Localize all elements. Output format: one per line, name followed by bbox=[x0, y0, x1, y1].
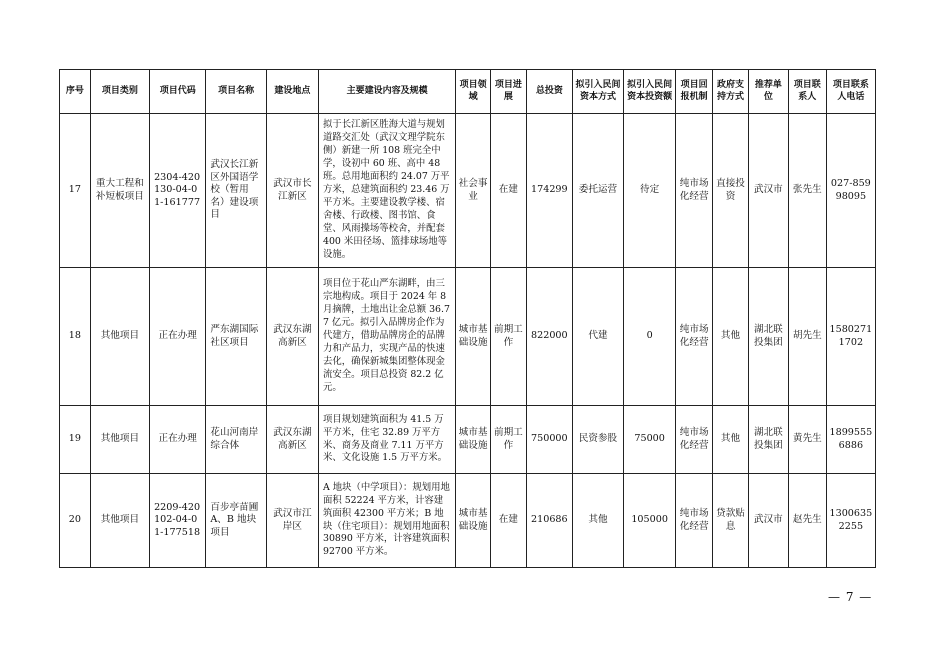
cell-seq: 20 bbox=[60, 474, 91, 568]
cell-return: 纯市场化经营 bbox=[676, 114, 713, 268]
header-policy: 政府支持方式 bbox=[713, 70, 749, 114]
cell-contact: 张先生 bbox=[788, 114, 826, 268]
cell-total: 210686 bbox=[526, 474, 572, 568]
header-unit: 推荐单位 bbox=[748, 70, 788, 114]
cell-contact: 黄先生 bbox=[788, 406, 826, 474]
cell-policy: 其他 bbox=[713, 406, 749, 474]
cell-progress: 在建 bbox=[490, 114, 526, 268]
cell-category: 其他项目 bbox=[90, 474, 149, 568]
header-return: 项目回报机制 bbox=[676, 70, 713, 114]
cell-amount: 待定 bbox=[624, 114, 676, 268]
cell-mode: 委托运营 bbox=[572, 114, 623, 268]
table-row bbox=[60, 114, 876, 268]
header-contact: 项目联系人 bbox=[788, 70, 826, 114]
cell-progress: 在建 bbox=[490, 474, 526, 568]
cell-location: 武汉市长江新区 bbox=[266, 114, 318, 268]
table-row bbox=[60, 474, 876, 568]
cell-contact: 胡先生 bbox=[788, 268, 826, 406]
cell-content: 拟于长江新区胜海大道与规划道路交汇处（武汉文理学院东侧）新建一所 108 班完全中学，设初中 60 班、高中 48 班。总用地面积约 24.07 万平方米，总建筑面积约 23.46 万平方米。主要建设教学楼、宿舍楼、行政楼、图书馆、食堂、风雨操场等校舍，并配套 400 米田径场、篮排球场地等设施。 bbox=[318, 114, 455, 268]
cell-category: 其他项目 bbox=[90, 268, 149, 406]
cell-total: 822000 bbox=[526, 268, 572, 406]
header-total: 总投资 bbox=[526, 70, 572, 114]
cell-unit: 湖北联投集团 bbox=[748, 406, 788, 474]
cell-name: 武汉长江新区外国语学校（暂用名）建设项目 bbox=[206, 114, 266, 268]
cell-return: 纯市场化经营 bbox=[676, 406, 713, 474]
cell-phone: 15802711702 bbox=[826, 268, 875, 406]
cell-phone: 18995556886 bbox=[826, 406, 875, 474]
cell-return: 纯市场化经营 bbox=[676, 268, 713, 406]
cell-amount: 0 bbox=[624, 268, 676, 406]
cell-total: 174299 bbox=[526, 114, 572, 268]
header-code: 项目代码 bbox=[150, 70, 206, 114]
cell-field: 城市基础设施 bbox=[456, 268, 491, 406]
cell-mode: 其他 bbox=[572, 474, 623, 568]
cell-total: 750000 bbox=[526, 406, 572, 474]
cell-field: 城市基础设施 bbox=[456, 406, 491, 474]
header-name: 项目名称 bbox=[206, 70, 266, 114]
cell-name: 严东湖国际社区项目 bbox=[206, 268, 266, 406]
header-seq: 序号 bbox=[60, 70, 91, 114]
header-amount: 拟引入民间资本投资额 bbox=[624, 70, 676, 114]
cell-unit: 武汉市 bbox=[748, 114, 788, 268]
table-row bbox=[60, 406, 876, 474]
cell-field: 社会事业 bbox=[456, 114, 491, 268]
cell-policy: 直接投资 bbox=[713, 114, 749, 268]
cell-amount: 105000 bbox=[624, 474, 676, 568]
cell-content: 项目位于花山严东湖畔，由三宗地构成。项目于 2024 年 8 月摘牌，土地出让金总额 36.77 亿元。拟引入品牌房企作为代建方，借助品牌房企的品牌力和产品力，实现产品的快速去化，确保新城集团整体现金流安全。项目总投资 82.2 亿元。 bbox=[318, 268, 455, 406]
cell-phone: 027-85998095 bbox=[826, 114, 875, 268]
cell-location: 武汉东湖高新区 bbox=[266, 406, 318, 474]
cell-code: 正在办理 bbox=[150, 406, 206, 474]
cell-field: 城市基础设施 bbox=[456, 474, 491, 568]
table-row bbox=[60, 268, 876, 406]
cell-amount: 75000 bbox=[624, 406, 676, 474]
header-field: 项目领域 bbox=[456, 70, 491, 114]
cell-seq: 19 bbox=[60, 406, 91, 474]
header-location: 建设地点 bbox=[266, 70, 318, 114]
cell-content: A 地块（中学项目）：规划用地面积 52224 平方米，计容建筑面积 42300 平方米；B 地块（住宅项目）：规划用地面积 30890 平方米，计容建筑面积 92700 平方米。 bbox=[318, 474, 455, 568]
cell-seq: 17 bbox=[60, 114, 91, 268]
cell-contact: 赵先生 bbox=[788, 474, 826, 568]
cell-unit: 武汉市 bbox=[748, 474, 788, 568]
header-category: 项目类别 bbox=[90, 70, 149, 114]
header-content: 主要建设内容及规模 bbox=[318, 70, 455, 114]
header-mode: 拟引入民间资本方式 bbox=[572, 70, 623, 114]
project-table bbox=[59, 69, 876, 568]
cell-policy: 贷款贴息 bbox=[713, 474, 749, 568]
cell-phone: 13006352255 bbox=[826, 474, 875, 568]
cell-seq: 18 bbox=[60, 268, 91, 406]
header-phone: 项目联系人电话 bbox=[826, 70, 875, 114]
table-header-row bbox=[60, 70, 876, 114]
cell-progress: 前期工作 bbox=[490, 406, 526, 474]
cell-content: 项目规划建筑面积为 41.5 万平方米，住宅 32.89 万平方米、商务及商业 7.11 万平方米、文化设施 1.5 万平方米。 bbox=[318, 406, 455, 474]
header-progress: 项目进展 bbox=[490, 70, 526, 114]
cell-name: 花山河南岸综合体 bbox=[206, 406, 266, 474]
cell-progress: 前期工作 bbox=[490, 268, 526, 406]
cell-mode: 民资参股 bbox=[572, 406, 623, 474]
cell-location: 武汉东湖高新区 bbox=[266, 268, 318, 406]
page-number: — 7 — bbox=[828, 590, 873, 604]
cell-code: 2209-420102-04-01-177518 bbox=[150, 474, 206, 568]
cell-name: 百步亭苗圃 A、B 地块项目 bbox=[206, 474, 266, 568]
cell-category: 其他项目 bbox=[90, 406, 149, 474]
cell-code: 2304-420130-04-01-161777 bbox=[150, 114, 206, 268]
cell-mode: 代建 bbox=[572, 268, 623, 406]
cell-return: 纯市场化经营 bbox=[676, 474, 713, 568]
cell-policy: 其他 bbox=[713, 268, 749, 406]
cell-unit: 湖北联投集团 bbox=[748, 268, 788, 406]
cell-location: 武汉市江岸区 bbox=[266, 474, 318, 568]
cell-category: 重大工程和补短板项目 bbox=[90, 114, 149, 268]
cell-code: 正在办理 bbox=[150, 268, 206, 406]
